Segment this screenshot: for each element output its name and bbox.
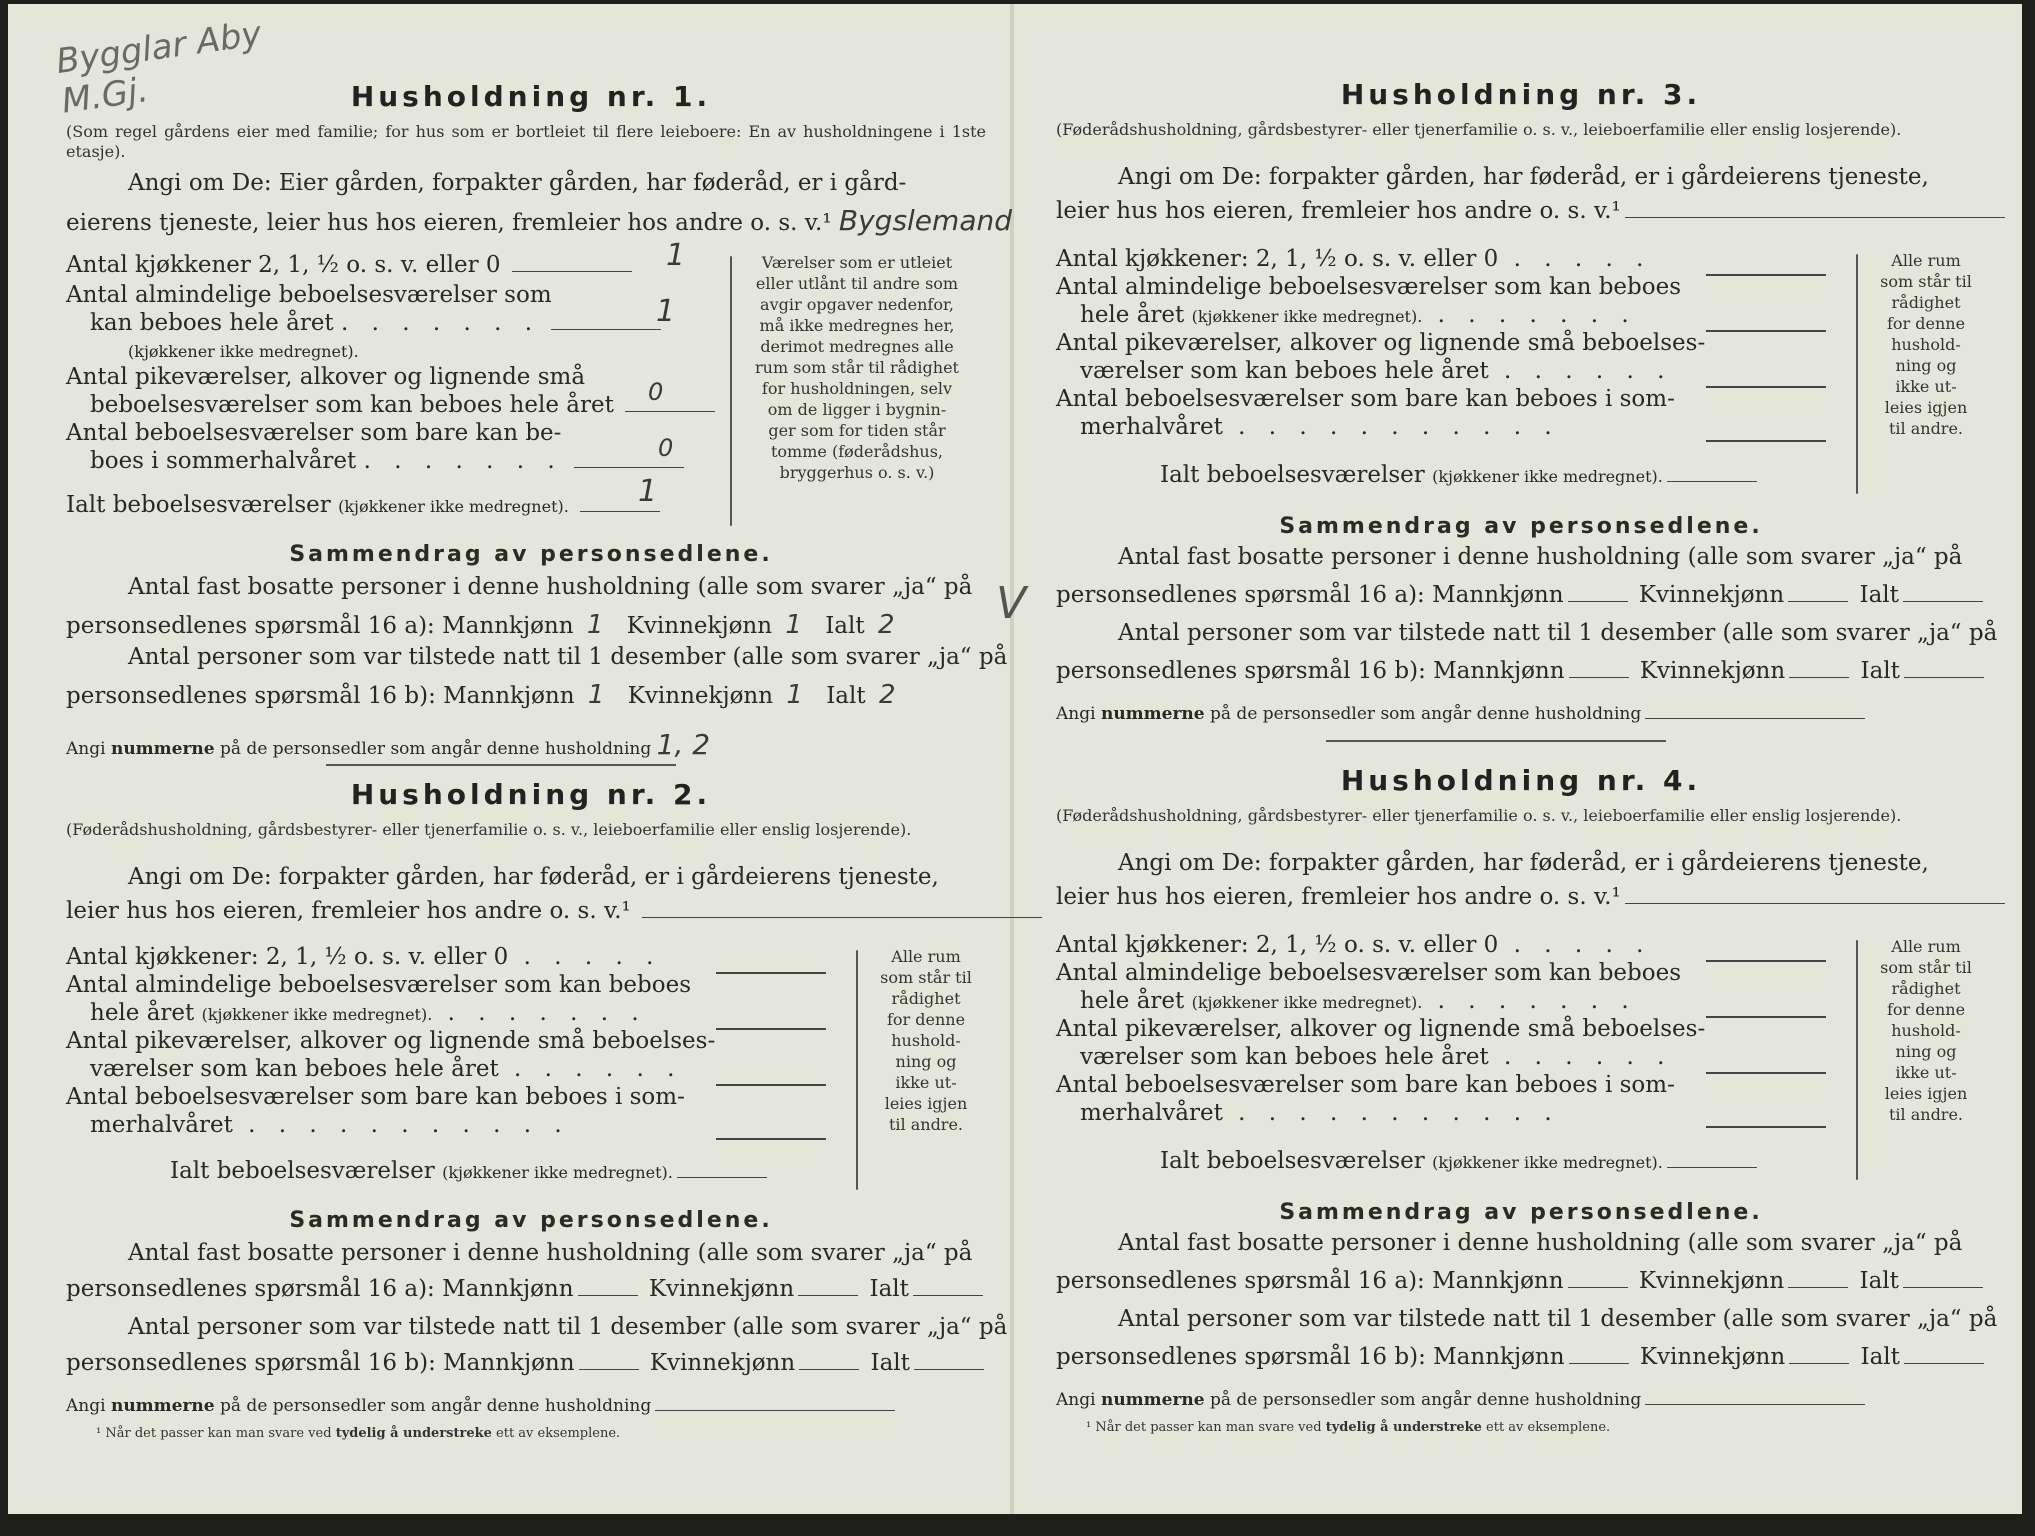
- h2-sum1-label: personsedlenes spørsmål 16 a): Mannkjønn: [66, 1276, 574, 1302]
- h1-sum2-ialt: Ialt: [826, 683, 866, 709]
- h3-numbers-rest: på de personsedler som angår denne husholdning: [1210, 704, 1642, 724]
- h1-small-rooms-b: [90, 392, 719, 418]
- right-page: [1056, 4, 2016, 1514]
- left-footnote: [96, 1426, 620, 1441]
- h4-total-rooms: [1160, 1148, 1761, 1174]
- h4-total-small: (kjøkkener ikke medregnet).: [1432, 1153, 1663, 1172]
- h3-angi-line2: [1056, 198, 2009, 224]
- h1-numbers-value: 1, 2: [656, 728, 711, 761]
- h2-sum2-kv: Kvinnekjønn: [649, 1350, 796, 1376]
- h1-numbers-angi: Angi: [66, 739, 106, 759]
- h1-angi-line1: Angi om De: Eier gården, forpakter gården, har føderåd, er i gård-: [128, 170, 907, 196]
- h1-rooms-b-label: kan beboes hele året: [90, 310, 334, 336]
- h4-numbers-angi: Angi: [1056, 1390, 1096, 1410]
- h4-sum1-a: Antal fast bosatte personer i denne husholdning (alle som svarer „ja“ på: [1118, 1230, 1963, 1256]
- h2-small-rooms-b-label: værelser som kan beboes hele året: [90, 1056, 499, 1082]
- h1-brace: [730, 256, 732, 526]
- h2-rooms-b: hele året (kjøkkener ikke medregnet). . . . . . . .: [90, 1000, 647, 1026]
- h4-sum1-label: personsedlenes spørsmål 16 a): Mannkjønn: [1056, 1268, 1564, 1294]
- h1-sum2-kv: Kvinnekjønn: [627, 683, 774, 709]
- h3-rooms-a: Antal almindelige beboelsesværelser som kan beboes: [1056, 274, 1682, 300]
- h1-margin-mark: V: [996, 578, 1027, 629]
- left-footnote-b: tydelig å understreke: [335, 1426, 492, 1441]
- h3-numbers-angi: Angi: [1056, 704, 1096, 724]
- h3-angi-line1: Angi om De: forpakter gården, har føderåd, er i gårdeierens tjeneste,: [1118, 164, 1929, 190]
- h1-sum1-a: Antal fast bosatte personer i denne husholdning (alle som svarer „ja“ på: [128, 574, 973, 600]
- h1-angi-answer: Bygslemand: [838, 204, 1012, 237]
- h3-sum2-label: personsedlenes spørsmål 16 b): Mannkjønn: [1056, 658, 1565, 684]
- h2-summer-rooms-b: merhalvåret . . . . . . . . . . .: [90, 1112, 570, 1138]
- h3-kitchens-label: Antal kjøkkener: 2, 1, ½ o. s. v. eller 0: [1056, 246, 1499, 272]
- h3-kitchens: Antal kjøkkener: 2, 1, ½ o. s. v. eller 0 . . . . .: [1056, 246, 1652, 272]
- h1-sum2-label: personsedlenes spørsmål 16 b): Mannkjønn: [66, 683, 575, 709]
- left-footnote-mark: ¹: [96, 1426, 102, 1441]
- h3-sum2-b: [1056, 658, 1988, 684]
- h1-numbers-bold: nummerne: [110, 739, 215, 759]
- h4-kitchens: Antal kjøkkener: 2, 1, ½ o. s. v. eller 0 . . . . .: [1056, 932, 1652, 958]
- h4-rooms-a: Antal almindelige beboelsesværelser som kan beboes: [1056, 960, 1682, 986]
- h3-divider: [1326, 740, 1666, 742]
- h3-sum2-a: Antal personer som var tilstede natt til 1 desember (alle som svarer „ja“ på: [1118, 620, 1998, 646]
- h4-rooms-b-label: hele året: [1080, 988, 1185, 1014]
- h4-sum2-ialt: Ialt: [1860, 1344, 1900, 1370]
- h1-summer-rooms-value: 0: [658, 434, 674, 462]
- h3-total-rooms: [1160, 462, 1761, 488]
- h4-sum1-ialt: Ialt: [1859, 1268, 1899, 1294]
- h2-tick-3: [716, 1084, 826, 1086]
- h3-numbers: [1056, 704, 1869, 724]
- h2-kitchens: Antal kjøkkener: 2, 1, ½ o. s. v. eller 0 . . . . .: [66, 944, 662, 970]
- h2-angi-line1: Angi om De: forpakter gården, har føderåd, er i gårdeierens tjeneste,: [128, 864, 939, 890]
- h2-kitchens-label: Antal kjøkkener: 2, 1, ½ o. s. v. eller 0: [66, 944, 509, 970]
- h4-small-rooms-b-label: værelser som kan beboes hele året: [1080, 1044, 1489, 1070]
- h1-side-note: Værelser som er utleiet eller utlånt til andre som avgir opgaver nedenfor, må ikke medregnes her, derimot medregnes alle rum som står til rådighet for husholdningen, selv om de ligger i bygnin- ger som for tiden står tomme (føderådshus, bryggerhus o. s. v.): [755, 253, 959, 482]
- h3-tick-4: [1706, 440, 1826, 442]
- h1-rooms-a: Antal almindelige beboelsesværelser som: [66, 282, 552, 308]
- h2-angi-text: leier hus hos eieren, fremleier hos andre o. s. v.¹: [66, 898, 631, 924]
- h1-rooms-value: 1: [656, 294, 676, 329]
- h2-summary-title: Sammendrag av personsedlene.: [289, 1208, 773, 1233]
- left-footnote-c: ett av eksemplene.: [496, 1426, 621, 1441]
- h3-sum1-ialt: Ialt: [1859, 582, 1899, 608]
- h4-tick-2: [1706, 1016, 1826, 1018]
- h1-numbers: [66, 728, 710, 761]
- h3-brace: [1856, 254, 1858, 494]
- h3-tick-3: [1706, 386, 1826, 388]
- h4-tick-3: [1706, 1072, 1826, 1074]
- h4-tick-4: [1706, 1126, 1826, 1128]
- h4-small-rooms-a: Antal pikeværelser, alkover og lignende små beboelses-: [1056, 1016, 1706, 1042]
- h4-brace: [1856, 940, 1858, 1180]
- h1-sum1-total: 2: [877, 610, 895, 640]
- h4-sum2-kv: Kvinnekjønn: [1639, 1344, 1786, 1370]
- right-footnote-mark: ¹: [1086, 1420, 1092, 1435]
- h4-numbers-rest: på de personsedler som angår denne husholdning: [1210, 1390, 1642, 1410]
- household-1-note: (Som regel gårdens eier med familie; for hus som er bortleiet til flere leieboere: En av husholdningene i 1ste etasje).: [66, 122, 986, 161]
- h4-rooms-b: hele året (kjøkkener ikke medregnet). . . . . . . .: [1080, 988, 1637, 1014]
- h3-total-small: (kjøkkener ikke medregnet).: [1432, 467, 1663, 486]
- h4-kitchens-label: Antal kjøkkener: 2, 1, ½ o. s. v. eller 0: [1056, 932, 1499, 958]
- h4-numbers: [1056, 1390, 1869, 1410]
- h2-tick-4: [716, 1138, 826, 1140]
- h1-small-rooms-value: 0: [648, 378, 664, 406]
- h4-summer-rooms-a: Antal beboelsesværelser som bare kan beboes i som-: [1056, 1072, 1675, 1098]
- h1-sum1-ialt: Ialt: [825, 613, 865, 639]
- h1-divider: [326, 764, 676, 766]
- h4-summer-rooms-b: merhalvåret . . . . . . . . . . .: [1080, 1100, 1560, 1126]
- h3-numbers-bold: nummerne: [1100, 704, 1205, 724]
- h1-summer-rooms-b: boes i sommerhalvåret . . . . . . .: [90, 448, 688, 474]
- h3-sum1-kv: Kvinnekjønn: [1638, 582, 1785, 608]
- right-footnote: [1086, 1420, 1610, 1435]
- household-2-title: Husholdning nr. 2.: [350, 778, 712, 811]
- h4-summer-rooms-b-label: merhalvåret: [1080, 1100, 1223, 1126]
- h2-angi-line2: [66, 898, 1046, 924]
- h4-tick-1: [1706, 960, 1826, 962]
- h1-sum1-female: 1: [785, 610, 802, 640]
- h3-sum2-kv: Kvinnekjønn: [1639, 658, 1786, 684]
- h3-summary-title: Sammendrag av personsedlene.: [1279, 514, 1763, 539]
- h2-numbers-bold: nummerne: [110, 1396, 215, 1416]
- h1-small-rooms-a: Antal pikeværelser, alkover og lignende små: [66, 364, 586, 390]
- left-footnote-a: Når det passer kan man svare ved: [105, 1426, 332, 1441]
- household-4-title: Husholdning nr. 4.: [1340, 764, 1702, 797]
- h2-rooms-b-label: hele året: [90, 1000, 195, 1026]
- right-footnote-c: ett av eksemplene.: [1486, 1420, 1611, 1435]
- h1-sum2-female: 1: [786, 680, 803, 710]
- h4-angi-line2: [1056, 884, 2009, 910]
- h1-sum1-kv: Kvinnekjønn: [626, 613, 773, 639]
- left-page: [66, 4, 1026, 1514]
- h3-summer-rooms-a: Antal beboelsesværelser som bare kan beboes i som-: [1056, 386, 1675, 412]
- h1-numbers-rest: på de personsedler som angår denne husholdning: [220, 739, 652, 759]
- h1-kitchens-value: 1: [666, 238, 686, 273]
- right-footnote-a: Når det passer kan man svare ved: [1095, 1420, 1322, 1435]
- h2-sum2-ialt: Ialt: [870, 1350, 910, 1376]
- h2-numbers-rest: på de personsedler som angår denne husholdning: [220, 1396, 652, 1416]
- h3-small-rooms-b: værelser som kan beboes hele året . . . . . .: [1080, 358, 1673, 384]
- h1-sum1-b: [66, 610, 894, 640]
- h2-total-small: (kjøkkener ikke medregnet).: [442, 1163, 673, 1182]
- h1-sum2-a: Antal personer som var tilstede natt til 1 desember (alle som svarer „ja“ på: [128, 644, 1008, 670]
- h2-side-note: Alle rum som står til rådighet for denne hushold- ning og ikke ut- leies igjen til andre.: [880, 947, 972, 1134]
- h3-rooms-c: (kjøkkener ikke medregnet).: [1191, 307, 1423, 326]
- h4-sum2-a: Antal personer som var tilstede natt til 1 desember (alle som svarer „ja“ på: [1118, 1306, 1998, 1332]
- h2-rooms-c: (kjøkkener ikke medregnet).: [201, 1005, 433, 1024]
- h2-total-rooms: [170, 1158, 771, 1184]
- h3-tick-2: [1706, 330, 1826, 332]
- h1-summer-rooms-b-label: boes i sommerhalvåret: [90, 448, 357, 474]
- h1-small-rooms-b-label: beboelsesværelser som kan beboes hele året: [90, 392, 614, 418]
- h1-kitchens-label: Antal kjøkkener 2, 1, ½ o. s. v. eller 0: [66, 252, 501, 278]
- h3-angi-text: leier hus hos eieren, fremleier hos andre o. s. v.¹: [1056, 198, 1621, 224]
- h4-small-rooms-b: værelser som kan beboes hele året . . . . . .: [1080, 1044, 1673, 1070]
- h1-total-label: Ialt beboelsesværelser: [66, 492, 331, 518]
- h2-sum2-label: personsedlenes spørsmål 16 b): Mannkjønn: [66, 1350, 575, 1376]
- h2-sum1-kv: Kvinnekjønn: [648, 1276, 795, 1302]
- h1-sum2-b: [66, 680, 895, 710]
- h1-total-value: 1: [638, 474, 658, 509]
- h1-sum1-male: 1: [586, 610, 604, 640]
- census-sheet: [8, 4, 2022, 1514]
- h1-angi-text: eierens tjeneste, leier hus hos eieren, fremleier hos andre o. s. v.¹: [66, 210, 832, 236]
- h2-rooms-a: Antal almindelige beboelsesværelser som kan beboes: [66, 972, 692, 998]
- h2-small-rooms-b: værelser som kan beboes hele året . . . . . .: [90, 1056, 683, 1082]
- h3-small-rooms-b-label: værelser som kan beboes hele året: [1080, 358, 1489, 384]
- h4-summary-title: Sammendrag av personsedlene.: [1279, 1200, 1763, 1225]
- h4-total-label: Ialt beboelsesværelser: [1160, 1148, 1425, 1174]
- h2-sum1-a: Antal fast bosatte personer i denne husholdning (alle som svarer „ja“ på: [128, 1240, 973, 1266]
- h1-rooms-b: kan beboes hele året . . . . . . .: [90, 310, 665, 336]
- h3-tick-1: [1706, 274, 1826, 276]
- right-footnote-b: tydelig å understreke: [1325, 1420, 1482, 1435]
- h2-numbers: [66, 1396, 899, 1416]
- h2-tick-1: [716, 972, 826, 974]
- h2-small-rooms-a: Antal pikeværelser, alkover og lignende små beboelses-: [66, 1028, 716, 1054]
- h1-kitchens: [66, 252, 636, 278]
- h3-total-label: Ialt beboelsesværelser: [1160, 462, 1425, 488]
- household-1-title: Husholdning nr. 1.: [350, 80, 712, 113]
- corner-pencil-note: Bygglar Aby M.Gj.: [53, 13, 264, 122]
- h3-small-rooms-a: Antal pikeværelser, alkover og lignende små beboelses-: [1056, 330, 1706, 356]
- h3-rooms-b: hele året (kjøkkener ikke medregnet). . . . . . . .: [1080, 302, 1637, 328]
- h4-angi-line1: Angi om De: forpakter gården, har føderåd, er i gårdeierens tjeneste,: [1118, 850, 1929, 876]
- h4-sum2-label: personsedlenes spørsmål 16 b): Mannkjønn: [1056, 1344, 1565, 1370]
- h3-rooms-b-label: hele året: [1080, 302, 1185, 328]
- h1-summary-title: Sammendrag av personsedlene.: [289, 542, 773, 567]
- h1-summer-rooms-a: Antal beboelsesværelser som bare kan be-: [66, 420, 562, 446]
- h3-sum1-a: Antal fast bosatte personer i denne husholdning (alle som svarer „ja“ på: [1118, 544, 1963, 570]
- h3-sum2-ialt: Ialt: [1860, 658, 1900, 684]
- h2-sum2-a: Antal personer som var tilstede natt til 1 desember (alle som svarer „ja“ på: [128, 1314, 1008, 1340]
- h4-side-note: Alle rum som står til rådighet for denne hushold- ning og ikke ut- leies igjen til andre.: [1880, 937, 1972, 1124]
- household-3-title: Husholdning nr. 3.: [1340, 78, 1702, 111]
- h1-sum2-total: 2: [878, 680, 896, 710]
- h4-angi-text: leier hus hos eieren, fremleier hos andre o. s. v.¹: [1056, 884, 1621, 910]
- h2-sum1-b: [66, 1276, 987, 1302]
- h2-summer-rooms-a: Antal beboelsesværelser som bare kan beboes i som-: [66, 1084, 685, 1110]
- h1-sum1-label: personsedlenes spørsmål 16 a): Mannkjønn: [66, 613, 574, 639]
- h2-numbers-angi: Angi: [66, 1396, 106, 1416]
- h2-summer-rooms-b-label: merhalvåret: [90, 1112, 233, 1138]
- h2-sum2-b: [66, 1350, 988, 1376]
- h1-total-rooms: [66, 492, 664, 518]
- household-4-note: (Føderådshusholdning, gårdsbestyrer- eller tjenerfamilie o. s. v., leieboerfamilie eller enslig losjerende).: [1056, 806, 1902, 825]
- household-2-note: (Føderådshusholdning, gårdsbestyrer- eller tjenerfamilie o. s. v., leieboerfamilie eller enslig losjerende).: [66, 820, 912, 839]
- h1-rooms-c: (kjøkkener ikke medregnet).: [128, 342, 359, 361]
- h3-sum1-b: [1056, 582, 1987, 608]
- h4-sum1-kv: Kvinnekjønn: [1638, 1268, 1785, 1294]
- household-3-note: (Føderådshusholdning, gårdsbestyrer- eller tjenerfamilie o. s. v., leieboerfamilie eller enslig losjerende).: [1056, 120, 1902, 139]
- h2-sum1-ialt: Ialt: [869, 1276, 909, 1302]
- h4-sum2-b: [1056, 1344, 1988, 1370]
- h3-summer-rooms-b: merhalvåret . . . . . . . . . . .: [1080, 414, 1560, 440]
- h4-rooms-c: (kjøkkener ikke medregnet).: [1191, 993, 1423, 1012]
- h2-total-label: Ialt beboelsesværelser: [170, 1158, 435, 1184]
- h1-angi-line2: [66, 204, 1012, 237]
- h2-tick-2: [716, 1028, 826, 1030]
- h3-sum1-label: personsedlenes spørsmål 16 a): Mannkjønn: [1056, 582, 1564, 608]
- h3-summer-rooms-b-label: merhalvåret: [1080, 414, 1223, 440]
- h2-brace: [856, 950, 858, 1190]
- h1-total-small: (kjøkkener ikke medregnet).: [338, 497, 569, 516]
- h4-sum1-b: [1056, 1268, 1987, 1294]
- h3-side-note: Alle rum som står til rådighet for denne hushold- ning og ikke ut- leies igjen til andre.: [1880, 251, 1972, 438]
- h4-numbers-bold: nummerne: [1100, 1390, 1205, 1410]
- h1-sum2-male: 1: [587, 680, 605, 710]
